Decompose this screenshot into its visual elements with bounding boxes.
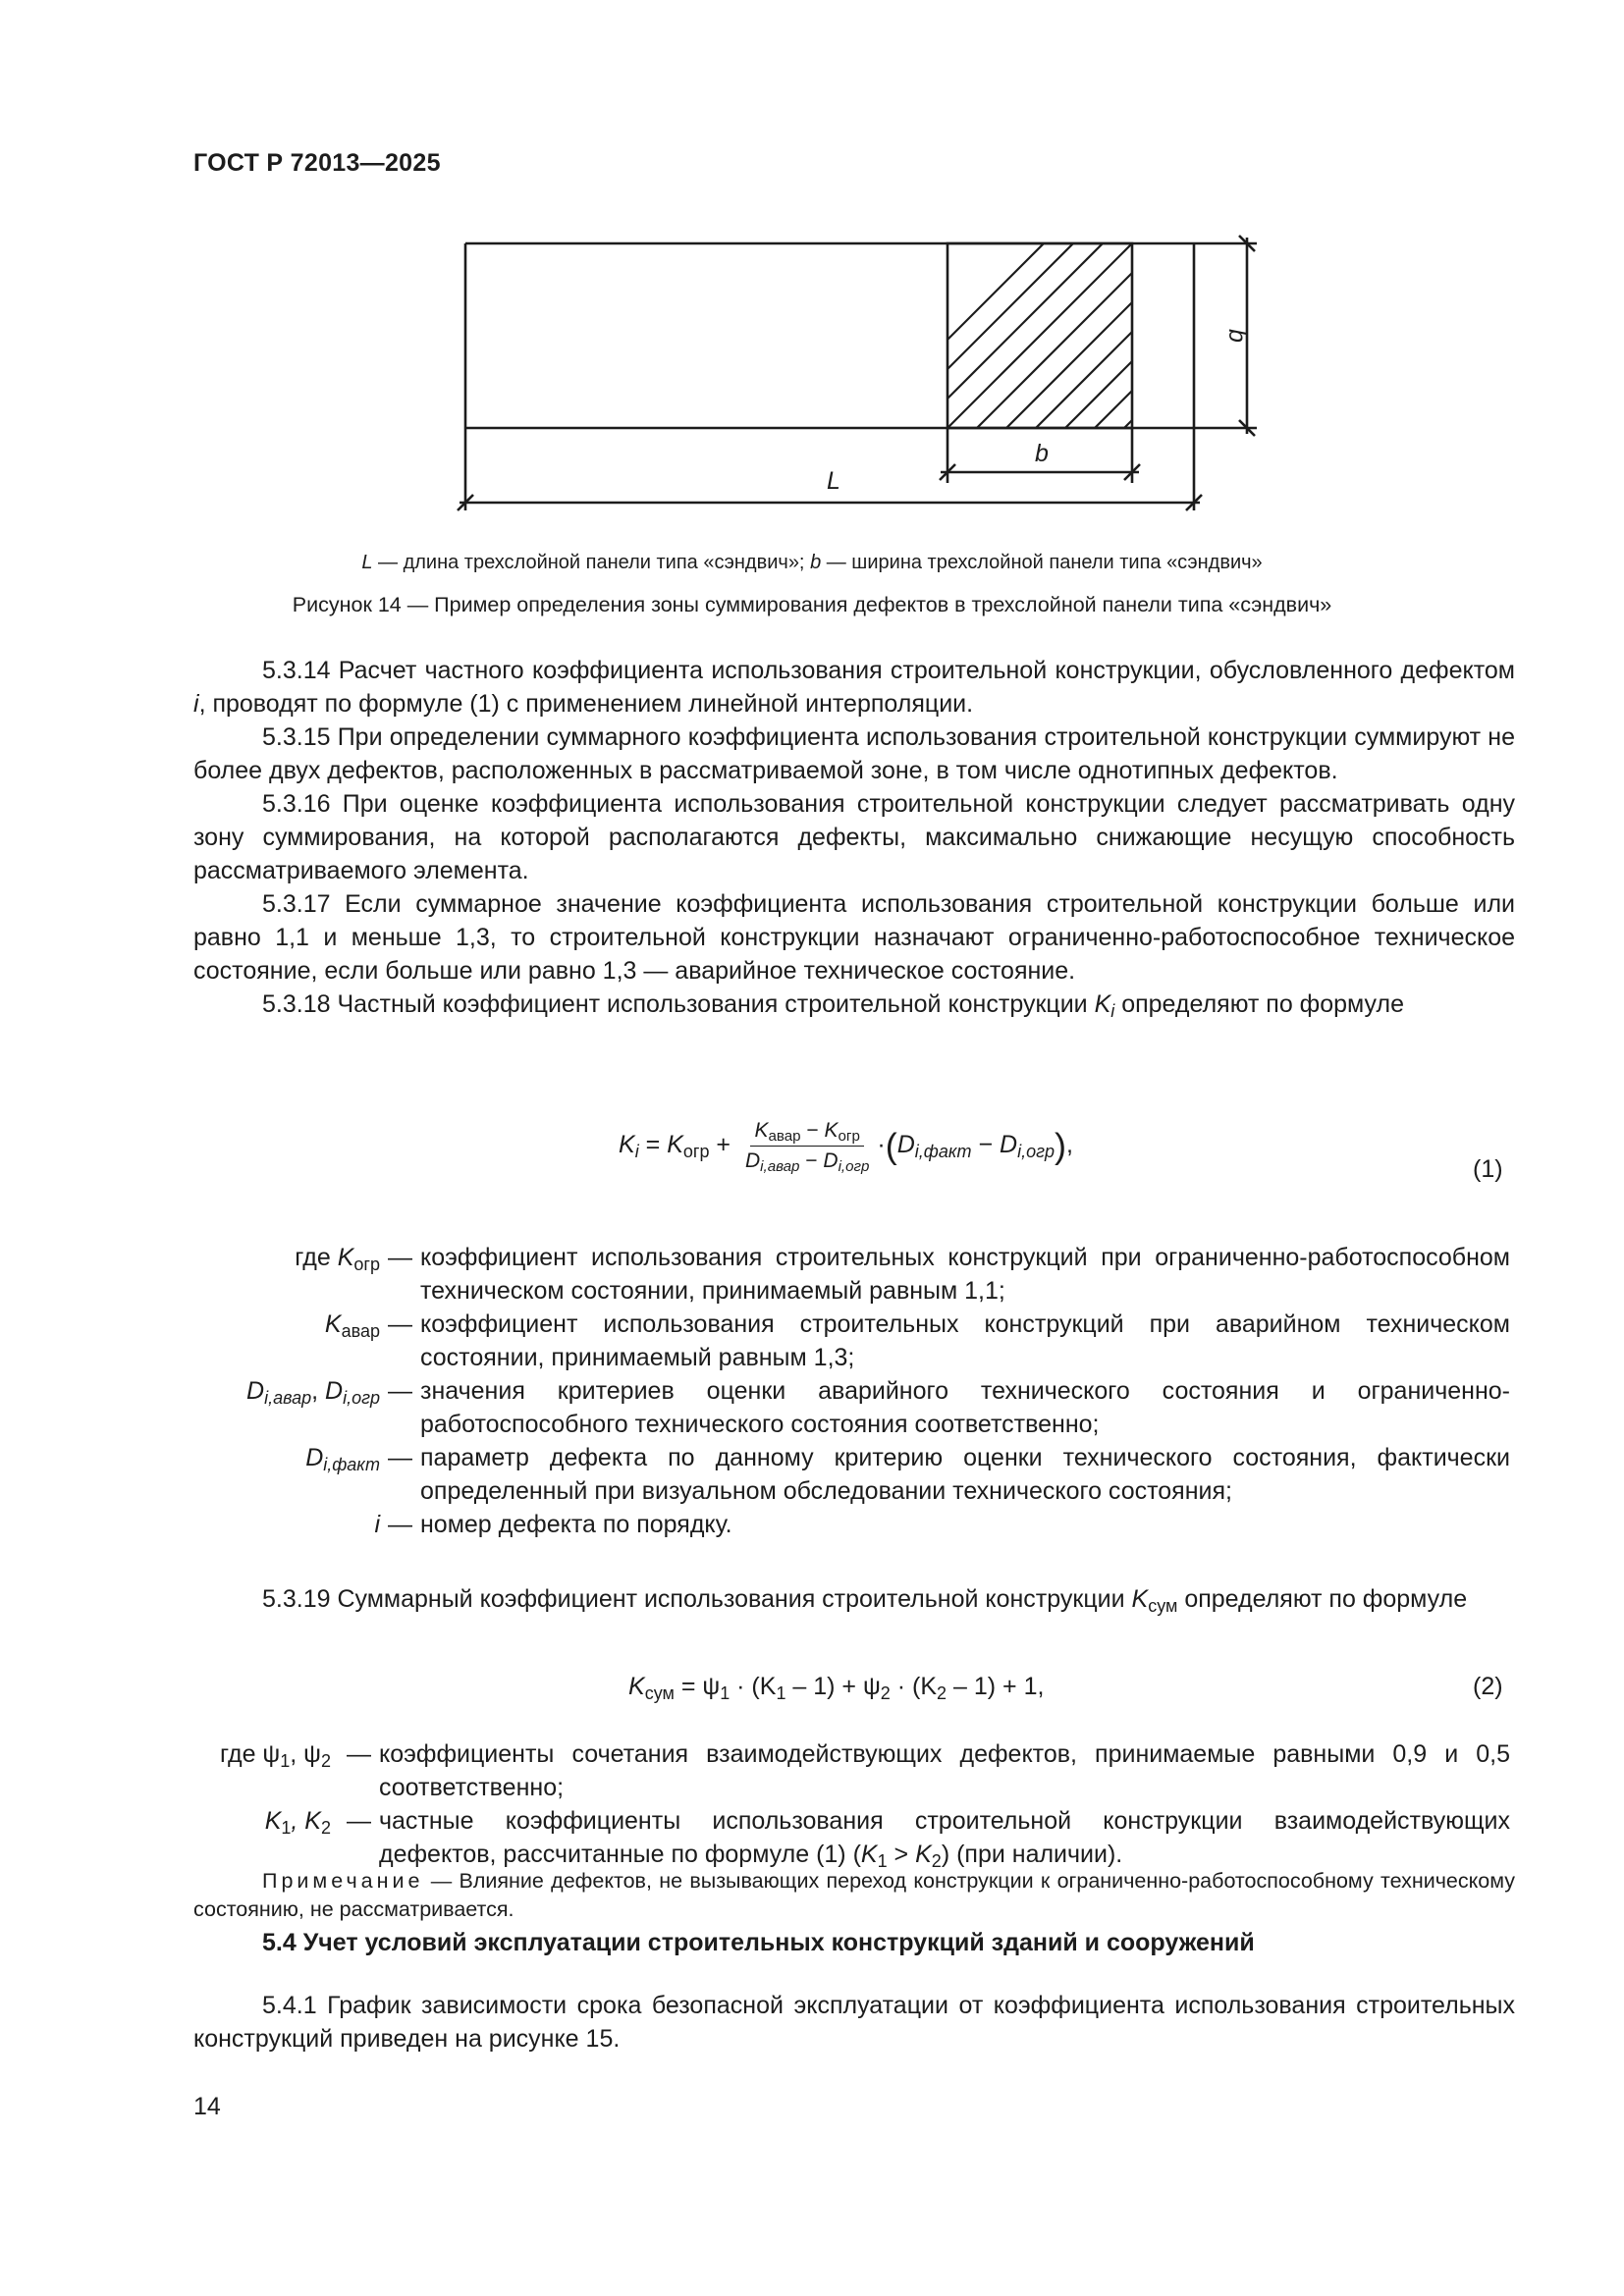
paragraph-5-3-16: 5.3.16 При оценке коэффициента использования строительной конструкции следует рассматривать одну зону суммирования, на которой располагаются дефекты, максимально снижающие несущую способность рассматриваемого элемента. (193, 790, 1515, 884)
label-L: L (827, 467, 840, 495)
formula-1-definitions (193, 1241, 1515, 1541)
definition-row: $D_{i,авар}$, $D_{i,огр}$ — значения критериев оценки аварийного технического состояния и ограниченно-работоспособного технического состояния соответственно; (246, 1377, 1510, 1438)
definition-row: где $\psi_1$, $\psi_2$ — коэффициенты сочетания взаимодействующих дефектов, принимаемые равными 0,9 и 0,5 соответственно; (219, 1740, 1510, 1801)
formula-2-definitions (193, 1737, 1515, 1871)
paragraph-5-3-18: 5.3.18 Частный коэффициент использования строительной конструкции $K_i$ определяют по формуле (262, 990, 1404, 1022)
formula-2: $K_{сум} = \psi_1 \cdot (K_1 - 1) + \psi_2 \cdot (K_2 - 1) + 1$, (628, 1673, 1045, 1704)
definition-row: где $K_{огр}$ — коэффициент использования строительных конструкций при ограниченно-работоспособном техническом состоянии, принимаемый равным 1,1; (295, 1244, 1510, 1305)
paragraph-5-3-19: 5.3.19 Суммарный коэффициент использования строительной конструкции $K_{сум}$ определяют по формуле (262, 1585, 1468, 1617)
section-5-4-heading: 5.4 Учет условий эксплуатации строительных конструкций зданий и сооружений (262, 1929, 1255, 1956)
body-text-block-1 (193, 654, 1515, 1021)
definition-row: $D_{i,факт}$ — параметр дефекта по данному критерию оценки технического состояния, фактически определенный при визуальном обследовании технического состояния; (305, 1444, 1510, 1505)
body-text-block-2 (193, 1582, 1515, 1616)
paragraph-5-3-17: 5.3.17 Если суммарное значение коэффициента использования строительной конструкции больше или равно 1,1 и меньше 1,3, то строительной конструкции назначают ограниченно-работоспособное техническое состояние, если больше или равно 1,3 — аварийное техническое состояние. (193, 890, 1515, 985)
figure-14-drawing (432, 226, 1296, 520)
label-b-horizontal: b (1035, 440, 1049, 467)
note-text: — Влияние дефектов, не вызывающих переход конструкции к ограниченно-работоспособному техническому состоянию, не рассматривается. (193, 1869, 1515, 1921)
definition-row: $K_1$, $K_2$ — частные коэффициенты использования строительной конструкции взаимодействующих дефектов, рассчитанные по формуле (1) $(K_1 > K_2)$ (при наличии). (264, 1807, 1510, 1872)
document-header: ГОСТ Р 72013—2025 (193, 149, 441, 177)
figure-caption: Рисунок 14 — Пример определения зоны суммирования дефектов в трехслойной панели типа «сэндвич» (292, 593, 1332, 616)
paragraph-5-3-15: 5.3.15 При определении суммарного коэффициента использования строительной конструкции суммируют не более двух дефектов, расположенных в рассматриваемой зоне, в том числе однотипных дефектов. (193, 723, 1515, 784)
paragraph-5-4-1: 5.4.1 График зависимости срока безопасной эксплуатации от коэффициента использования строительных конструкций приведен на рисунке 15. (193, 1992, 1515, 2053)
body-text-block-3 (193, 1989, 1515, 2056)
paragraph-5-3-14: 5.3.14 Расчет частного коэффициента использования строительной конструкции, обусловленного дефектом i, проводят по формуле (1) с применением линейной интерполяции. (193, 657, 1515, 718)
label-b-vertical: b (1223, 329, 1251, 343)
definition-row: $K_{авар}$ — коэффициент использования строительных конструкций при аварийном техническом состоянии, принимаемый равным 1,3; (324, 1310, 1510, 1371)
formula-1-fraction: $\frac{K_{авар} - K_{огр}}{D_{i,авар} - D_{i,огр}}$ (744, 1119, 870, 1176)
page-number: 14 (193, 2093, 221, 2120)
formula-2-number: (2) (1473, 1673, 1503, 1700)
note-label: Примечание (262, 1869, 424, 1893)
note-block (193, 1867, 1515, 1924)
formula-1-number: (1) (1473, 1155, 1503, 1183)
definition-row: i — номер дефекта по порядку. (374, 1511, 732, 1538)
figure-legend: L — длина трехслойной панели типа «сэндвич»; b — ширина трехслойной панели типа «сэндвич» (361, 552, 1263, 573)
formula-1: $K_i = K_{огр}$ + $\frac{K_{авар} - K_{огр}}{D_{i,авар} - D_{i,огр}}$ $\cdot(D_{i,факт} - D_{i,огр})$, (619, 1119, 1073, 1176)
